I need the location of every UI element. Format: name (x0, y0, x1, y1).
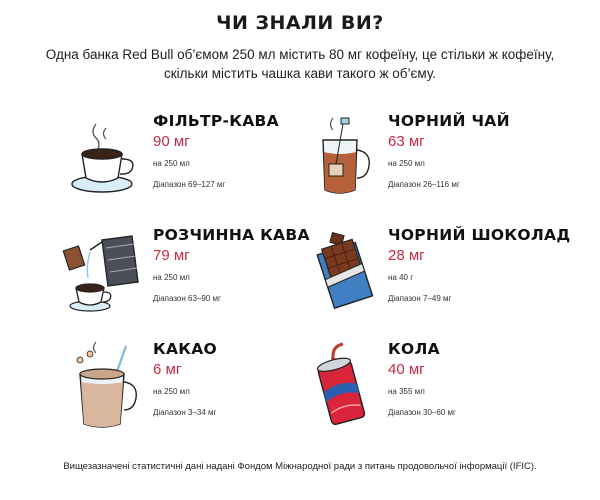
item-range: Діапазон 3–34 мг (153, 408, 217, 417)
item-range: Діапазон 7–49 мг (388, 294, 452, 303)
item-serving: на 250 мл (153, 273, 190, 282)
item-serving: на 40 г (388, 273, 414, 282)
item-range: Діапазон 26–116 мг (388, 180, 460, 189)
item-range: Діапазон 63–90 мг (153, 294, 221, 303)
card-cola (303, 340, 573, 440)
card-dark-chocolate (303, 226, 573, 326)
item-serving: на 250 мл (153, 387, 190, 396)
item-amount: 63 мг (388, 133, 425, 150)
item-name: ЧОРНИЙ ЧАЙ (388, 112, 510, 130)
cola-can-icon (303, 340, 383, 430)
coffee-cup-icon (68, 112, 148, 202)
item-name: КОЛА (388, 340, 440, 358)
item-name: ФІЛЬТР-КАВА (153, 112, 279, 130)
card-cocoa (68, 340, 338, 440)
item-amount: 90 мг (153, 133, 190, 150)
item-serving: на 250 мл (153, 159, 190, 168)
card-filter-coffee (68, 112, 338, 212)
item-serving: на 250 мл (388, 159, 425, 168)
item-amount: 40 мг (388, 361, 425, 378)
card-black-tea (303, 112, 573, 212)
source-footnote: Вищезазначені статистичні дані надані Фондом Міжнародної ради з питань продовольчої інформації (IFIC). (63, 461, 537, 472)
card-instant-coffee (68, 226, 338, 326)
item-amount: 28 мг (388, 247, 425, 264)
item-name: ЧОРНИЙ ШОКОЛАД (388, 226, 571, 244)
page-title: ЧИ ЗНАЛИ ВИ? (216, 12, 384, 34)
item-range: Діапазон 30–60 мг (388, 408, 456, 417)
chocolate-bar-icon (303, 226, 383, 316)
cocoa-mug-icon (68, 340, 148, 430)
item-name: РОЗЧИННА КАВА (153, 226, 310, 244)
tea-mug-icon (303, 112, 383, 202)
item-amount: 6 мг (153, 361, 182, 378)
item-amount: 79 мг (153, 247, 190, 264)
item-range: Діапазон 69–127 мг (153, 180, 226, 189)
item-name: КАКАО (153, 340, 218, 358)
intro-text: Одна банка Red Bull об’ємом 250 мл містить 80 мг кофеїну, це стільки ж кофеїну, скільки містить чашка кави такого ж об’єму. (45, 47, 555, 81)
item-serving: на 355 мл (388, 387, 425, 396)
kettle-icon (68, 226, 148, 316)
